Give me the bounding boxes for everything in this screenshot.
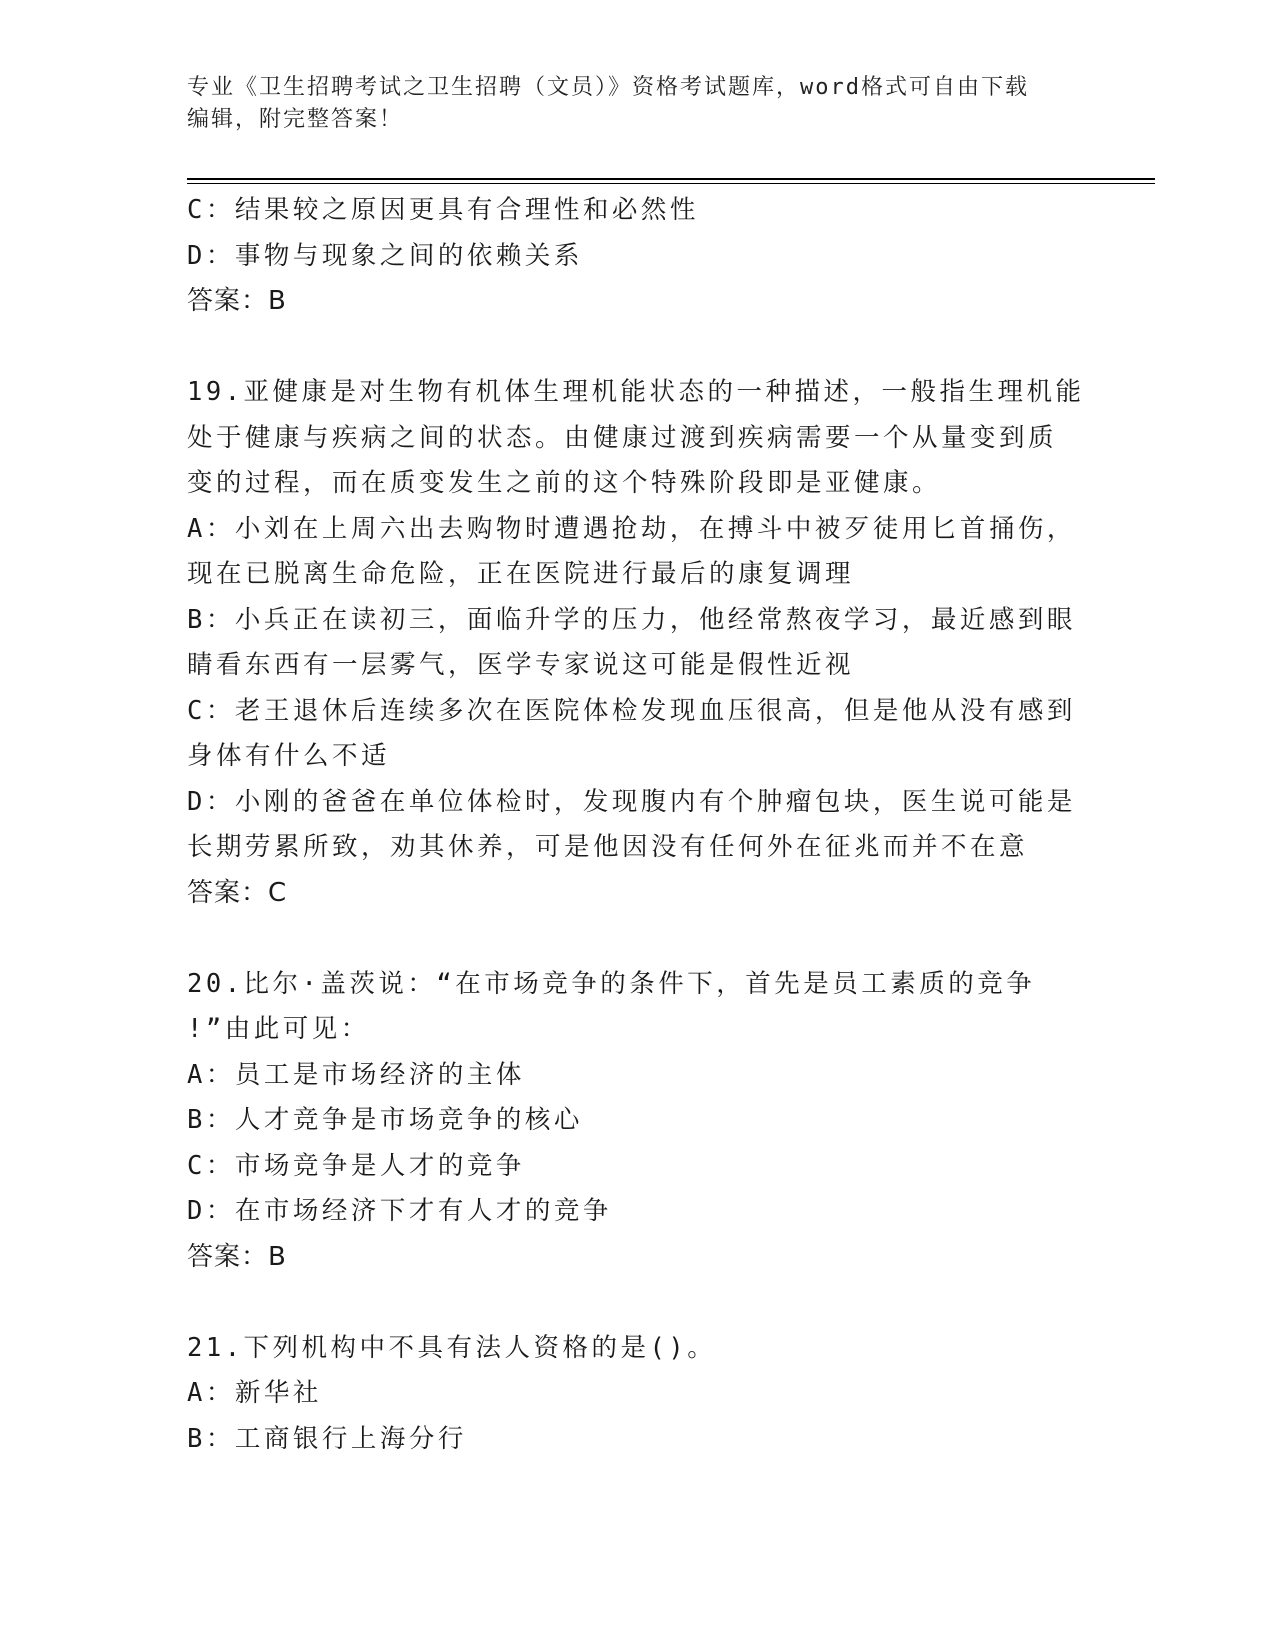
question-21 — [187, 1326, 1087, 1463]
document-body — [187, 188, 1087, 1462]
option-b: B：小兵正在读初三，面临升学的压力，他经常熬夜学习，最近感到眼 — [187, 604, 1076, 635]
document-header — [187, 72, 1087, 136]
question-stem: 20.比尔·盖茨说：“在市场竞争的条件下，首先是员工素质的竞争 — [187, 968, 1036, 999]
answer: 答案：B — [187, 1241, 287, 1272]
option-a: 现在已脱离生命危险，正在医院进行最后的康复调理 — [187, 559, 855, 589]
header-line-2: 编辑，附完整答案！ — [187, 107, 404, 132]
question-stem: !”由此可见： — [187, 1014, 370, 1044]
header-line-1: 专业《卫生招聘考试之卫生招聘（文员）》资格考试题库，word格式可自由下载 — [187, 75, 1029, 100]
answer: 答案：C — [187, 877, 288, 908]
question-stem: 变的过程，而在质变发生之前的这个特殊阶段即是亚健康。 — [187, 468, 942, 498]
option-a: A：小刘在上周六出去购物时遭遇抢劫，在搏斗中被歹徒用匕首捅伤， — [187, 513, 1076, 544]
header-rule-thick — [187, 178, 1155, 180]
question-19 — [187, 370, 1087, 916]
option-d: D：事物与现象之间的依赖关系 — [187, 240, 583, 271]
question-stem: 19.亚健康是对生物有机体生理机能状态的一种描述，一般指生理机能 — [187, 377, 1085, 407]
question-stem: 处于健康与疾病之间的状态。由健康过渡到疾病需要一个从量变到质 — [187, 422, 1058, 453]
option-c: C：结果较之原因更具有合理性和必然性 — [187, 195, 699, 225]
option-c: C：老王退休后连续多次在医院体检发现血压很高，但是他从没有感到 — [187, 695, 1076, 726]
option-c: C：市场竞争是人才的竞争 — [187, 1150, 525, 1181]
option-a: A：新华社 — [187, 1378, 322, 1408]
question-18-tail — [187, 188, 1087, 325]
question-20 — [187, 962, 1087, 1281]
option-c: 身体有什么不适 — [187, 741, 391, 771]
option-d: D：在市场经济下才有人才的竞争 — [187, 1196, 612, 1226]
answer: 答案：B — [187, 286, 287, 316]
header-rule-thin — [187, 183, 1155, 184]
option-b: 睛看东西有一层雾气，医学专家说这可能是假性近视 — [187, 650, 855, 680]
option-d: 长期劳累所致，劝其休养，可是他因没有任何外在征兆而并不在意 — [187, 832, 1029, 862]
option-d: D：小刚的爸爸在单位体检时，发现腹内有个肿瘤包块，医生说可能是 — [187, 786, 1076, 817]
option-b: B：工商银行上海分行 — [187, 1423, 467, 1454]
option-a: A：员工是市场经济的主体 — [187, 1059, 525, 1090]
option-b: B：人才竞争是市场竞争的核心 — [187, 1105, 583, 1135]
question-stem: 21.下列机构中不具有法人资格的是()。 — [187, 1332, 717, 1363]
